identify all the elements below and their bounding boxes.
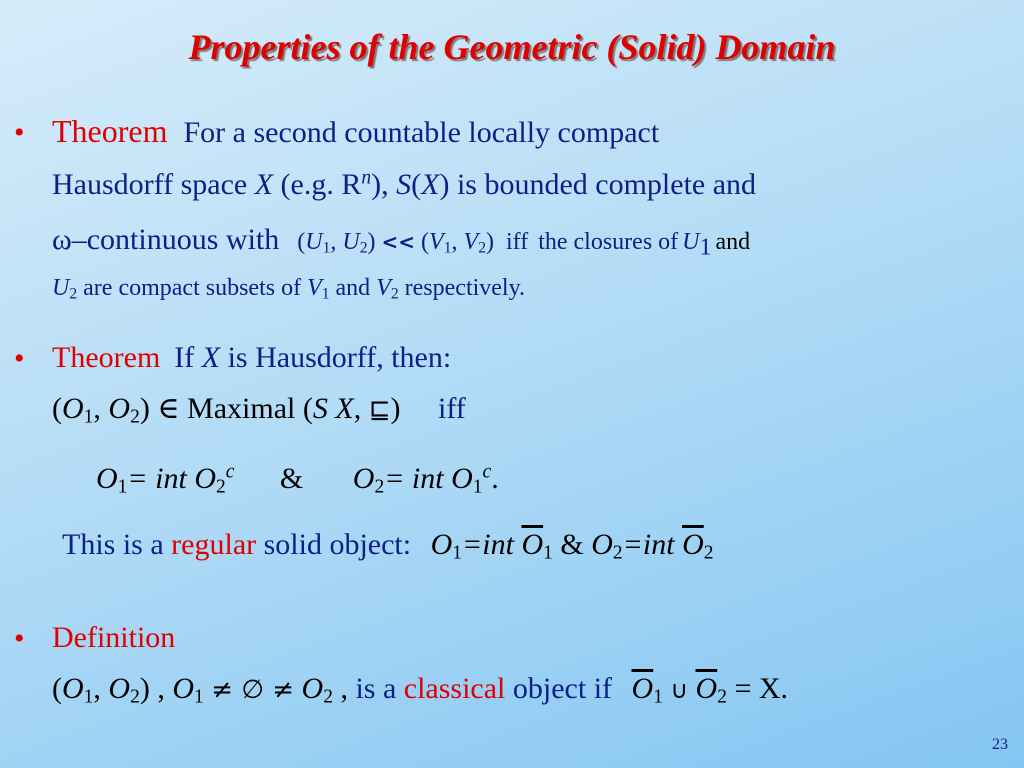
theorem-1-line-4: $U_2$ are compact subsets of $V_1$ and $V_2$ respectively. [52,275,526,303]
page-number: 23 [992,736,1008,753]
theorem-2-line-3: $O_1=$ int $O_2^c$ & $O_2=$ int $O_1^c$. [96,461,499,498]
theorem-1-line-2: Hausdorff space X (e.g. $R^n$), S(X) is bounded complete and [52,167,757,201]
slide-title: Properties of the Geometric (Solid) Domain [188,27,836,67]
theorem-1-line-3: ω–continuous with ($U_1$, $U_2) << (V_1$, $V_2$) iff the closures of $U_1$ and [52,223,751,261]
definition-line-1: ($O_1$, $O_2$) , $O_1$ ≠ ∅ ≠ $O_2$ , is a classical object if $\overline{O}_1$ ∪ $\overline{O}_2 = X$. [52,672,789,708]
theorem-2-line-4: This is a regular solid object: $O_1=int$ $\overline{O}_1$ & $O_2=int$ $\overline{O}_2$ [62,528,714,564]
bullet-1: • [14,116,25,149]
theorem-2-label: Theorem [52,341,161,374]
bullet-2: • [14,342,25,375]
definition-label: Definition [52,621,176,654]
theorem-1-line-1: Theorem For a second countable locally compact [52,113,660,149]
theorem-1-label: Theorem [52,113,168,149]
theorem-2-line-2: ($O_1$, $O_2$) ∈ Maximal (S X, ⊑) iff [52,392,466,428]
bullet-3: • [14,622,25,655]
theorem-2-line-1: Theorem If X is Hausdorff, then: [52,341,452,374]
